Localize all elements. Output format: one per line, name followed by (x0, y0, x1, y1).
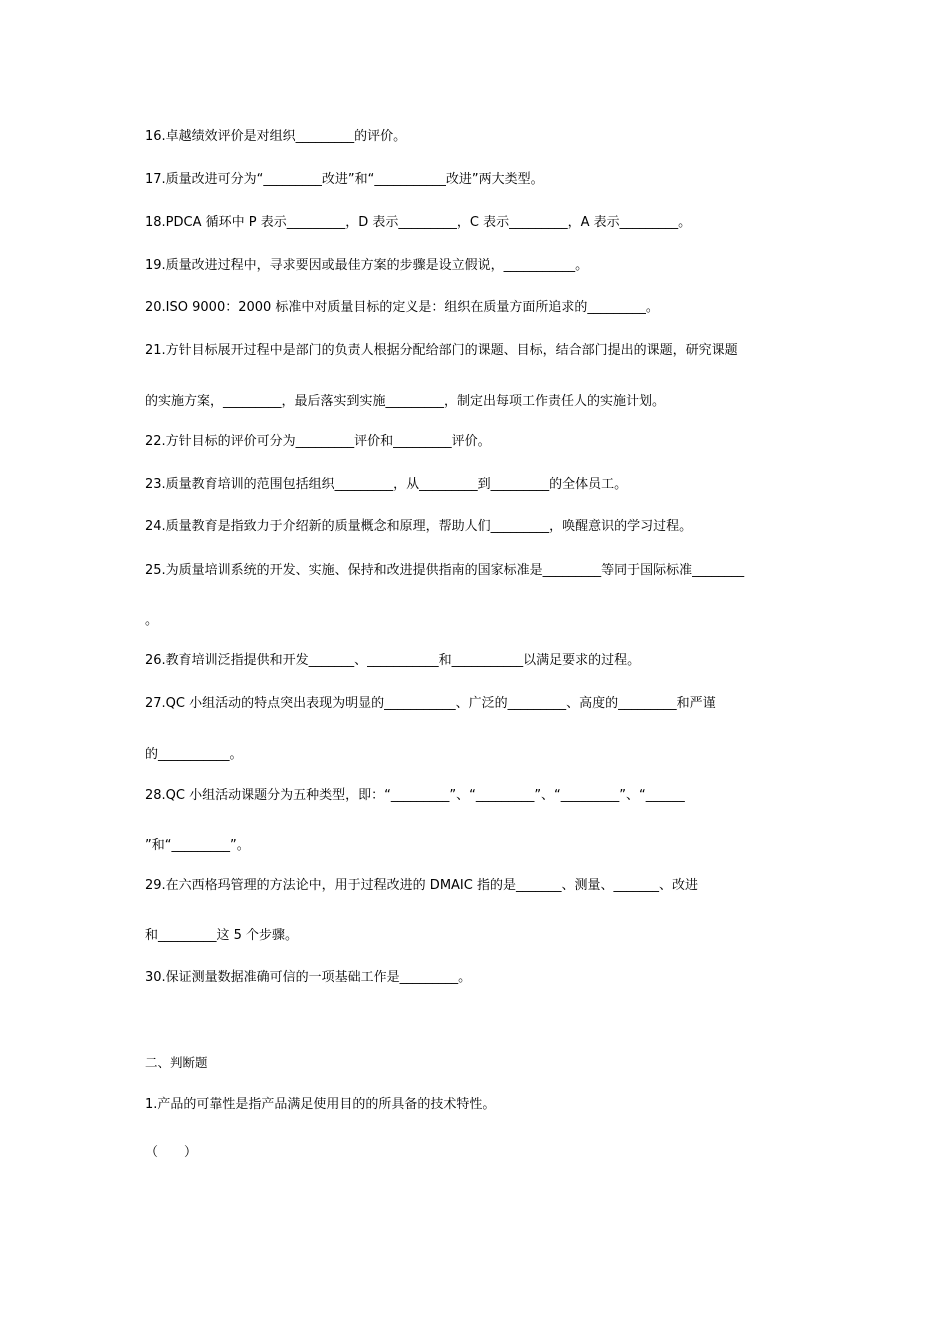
question-28-line-1: 28.QC 小组活动课题分为五种类型，即：“_________”、“_________”、“_________”、“______ (145, 788, 685, 803)
question-27-line-2: 的___________。 (145, 747, 243, 762)
judgment-question-1: 1.产品的可靠性是指产品满足使用目的的所具备的技术特性。 (145, 1097, 496, 1112)
question-28-line-2: ”和“_________”。 (145, 838, 250, 853)
question-17: 17.质量改进可分为“_________改进”和“___________改进”两大类型。 (145, 172, 544, 187)
question-29-line-2: 和_________这 5 个步骤。 (145, 928, 299, 943)
answer-parentheses: （ ） (145, 1145, 198, 1160)
question-22: 22.方针目标的评价可分为_________评价和_________评价。 (145, 434, 491, 449)
question-21-line-1: 21.方针目标展开过程中是部门的负责人根据分配给部门的课题、目标，结合部门提出的课题，研究课题 (145, 343, 738, 358)
question-30: 30.保证测量数据准确可信的一项基础工作是_________。 (145, 970, 472, 985)
section-title: 二、判断题 (145, 1055, 208, 1070)
question-29-line-1: 29.在六西格玛管理的方法论中，用于过程改进的 DMAIC 指的是_______、测量、_______、改进 (145, 878, 698, 893)
question-18: 18.PDCA 循环中 P 表示_________，D 表示_________，C 表示_________，A 表示_________。 (145, 215, 692, 230)
question-24: 24.质量教育是指致力于介绍新的质量概念和原理，帮助人们_________，唤醒意识的学习过程。 (145, 519, 693, 534)
question-19: 19.质量改进过程中，寻求要因或最佳方案的步骤是设立假说，___________。 (145, 258, 589, 273)
question-23: 23.质量教育培训的范围包括组织_________，从_________到_________的全体员工。 (145, 477, 628, 492)
question-25-line-1: 25.为质量培训系统的开发、实施、保持和改进提供指南的国家标准是_________等同于国际标准________ (145, 563, 745, 578)
question-21-line-2: 的实施方案，_________，最后落实到实施_________，制定出每项工作责任人的实施计划。 (145, 394, 666, 409)
question-20: 20.ISO 9000：2000 标准中对质量目标的定义是：组织在质量方面所追求的_________。 (145, 300, 659, 315)
question-25-line-2: 。 (145, 613, 159, 628)
question-26: 26.教育培训泛指提供和开发_______、___________和___________以满足要求的过程。 (145, 653, 641, 668)
question-27-line-1: 27.QC 小组活动的特点突出表现为明显的___________、广泛的_________、高度的_________和严谨 (145, 696, 716, 711)
question-16: 16.卓越绩效评价是对组织_________的评价。 (145, 129, 407, 144)
